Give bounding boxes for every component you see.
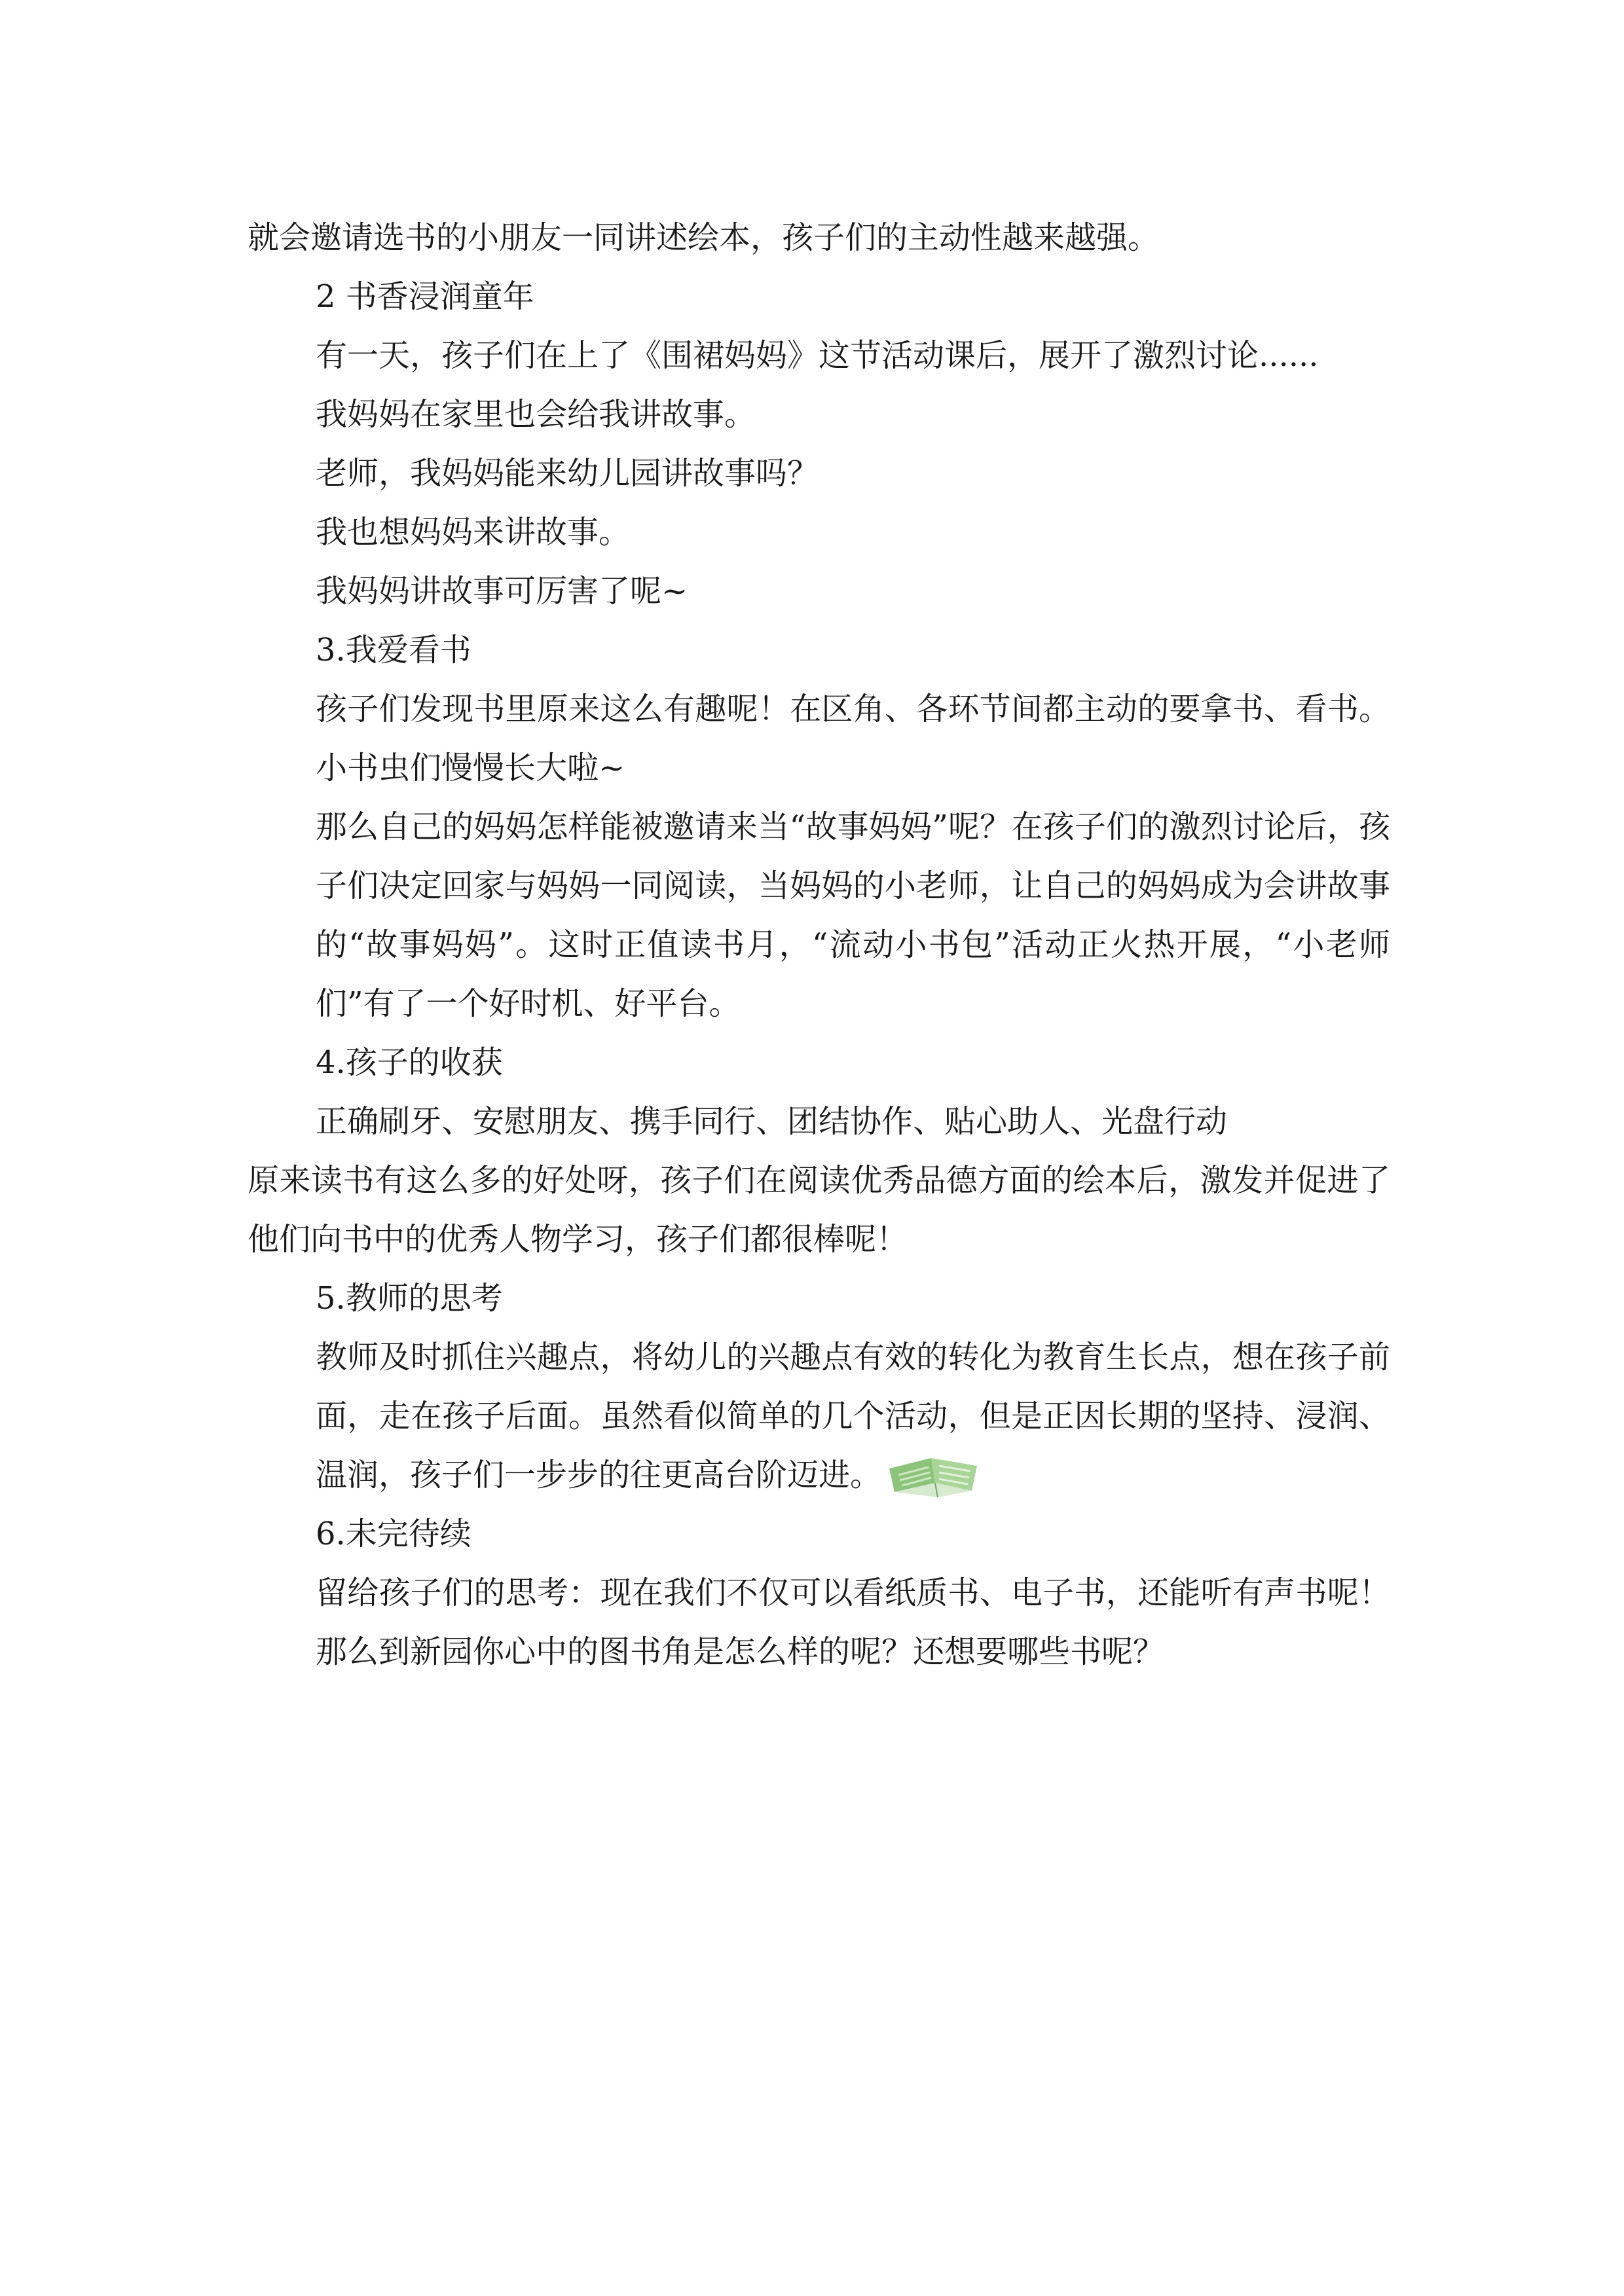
child-quote-3: 我也想妈妈来讲故事。 xyxy=(316,514,631,551)
paragraph-future-thinking: 留给孩子们的思考：现在我们不仅可以看纸质书、电子书，还能听有声书呢！那么到新园你心中的图书角是怎么样的呢？还想要哪些书呢？ xyxy=(316,1575,1390,1670)
section-heading-4: 4.孩子的收获 xyxy=(316,1044,503,1081)
open-book-icon xyxy=(885,1449,984,1499)
child-quote-1: 我妈妈在家里也会给我讲故事。 xyxy=(316,396,756,433)
paragraph-teacher-reflection-text: 教师及时抓住兴趣点，将幼儿的兴趣点有效的转化为教育生长点，想在孩子前面，走在孩子后面。虽然看似简单的几个活动，但是正因长期的坚持、浸润、温润，孩子们一步步的往更高台阶迈进。 xyxy=(316,1339,1390,1493)
child-quote-2: 老师，我妈妈能来幼儿园讲故事吗？ xyxy=(316,455,819,492)
section-heading-3: 3.我爱看书 xyxy=(316,632,471,668)
paragraph-story-discussion: 有一天，孩子们在上了《围裙妈妈》这节活动课后，展开了激烈讨论...... xyxy=(316,337,1319,374)
paragraph-reading-fun: 孩子们发现书里原来这么有趣呢！在区角、各环节间都主动的要拿书、看书。小书虫们慢慢长大啦~ xyxy=(316,691,1390,786)
child-quote-4: 我妈妈讲故事可厉害了呢~ xyxy=(316,573,688,610)
paragraph-teacher-reflection xyxy=(248,1328,1390,1504)
section-heading-2: 2 书香浸润童年 xyxy=(316,278,534,315)
section-heading-5: 5.教师的思考 xyxy=(316,1280,503,1317)
document-body xyxy=(248,208,1390,1681)
paragraph-continuation: 就会邀请选书的小朋友一同讲述绘本，孩子们的主动性越来越强。 xyxy=(248,219,1160,256)
section-heading-6: 6.未完待续 xyxy=(316,1516,471,1552)
paragraph-habits-list: 正确刷牙、安慰朋友、携手同行、团结协作、贴心助人、光盘行动 xyxy=(316,1103,1228,1140)
paragraph-story-mom: 那么自己的妈妈怎样能被邀请来当“故事妈妈”呢？在孩子们的激烈讨论后，孩子们决定回家与妈妈一同阅读，当妈妈的小老师，让自己的妈妈成为会讲故事的“故事妈妈”。这时正值读书月，“流动小书包”活动正火热开展，“小老师们”有了一个好时机、好平台。 xyxy=(316,809,1390,1022)
paragraph-benefits: 原来读书有这么多的好处呀，孩子们在阅读优秀品德方面的绘本后，激发并促进了他们向书中的优秀人物学习，孩子们都很棒呢！ xyxy=(248,1162,1390,1258)
